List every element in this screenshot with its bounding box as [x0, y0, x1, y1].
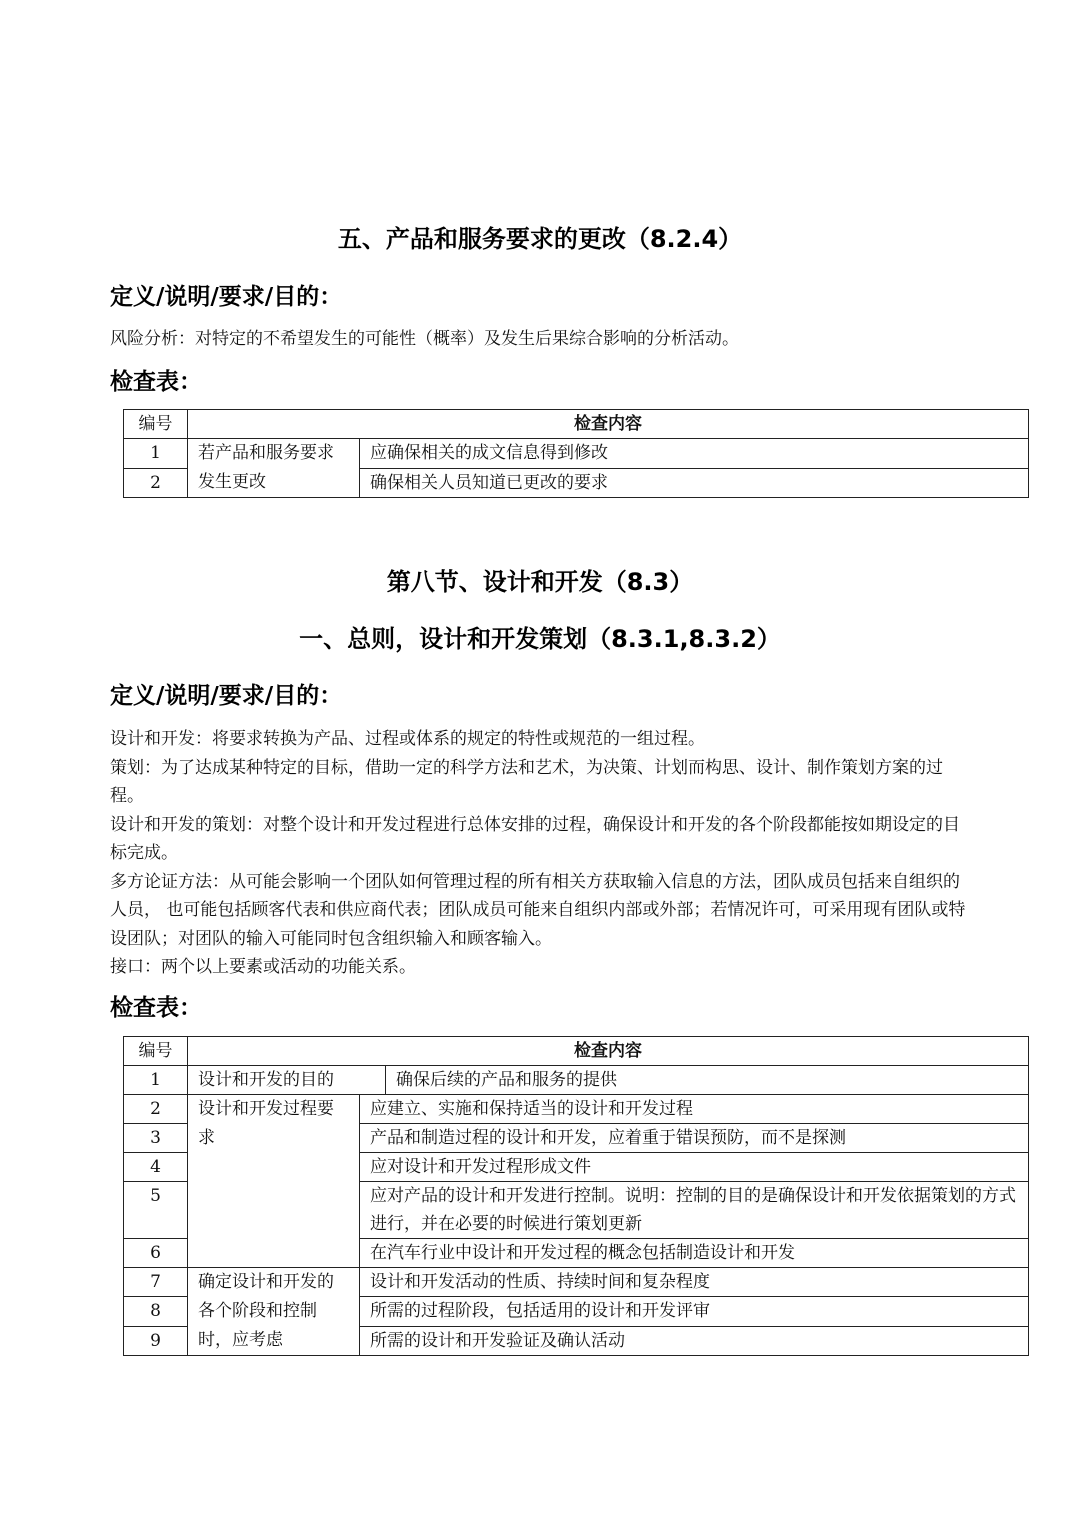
definition-heading: 定义/说明/要求/目的： [110, 284, 343, 310]
table-row [124, 439, 1029, 469]
row-item: 应对产品的设计和开发进行控制。说明：控制的目的是确保设计和开发依据策划的方式进行，并在必要的时候进行策划更新 [360, 1182, 1029, 1239]
row-group-label: 设计和开发过程要求 [188, 1095, 360, 1268]
table-row [124, 1268, 1029, 1297]
definition-text [110, 325, 980, 354]
row-number: 9 [124, 1326, 188, 1355]
col-header-number: 编号 [124, 1037, 188, 1066]
definition-paragraph: 风险分析：对特定的不希望发生的可能性（概率）及发生后果综合影响的分析活动。 [110, 329, 739, 349]
row-item: 应建立、实施和保持适当的设计和开发过程 [360, 1095, 1029, 1124]
row-number: 1 [124, 439, 188, 469]
row-number: 1 [124, 1066, 188, 1095]
row-split-cell [188, 1066, 1029, 1095]
definition-paragraph: 设计和开发：将要求转换为产品、过程或体系的规定的特性或规范的一组过程。 [110, 729, 705, 749]
col-header-content: 检查内容 [188, 1037, 1029, 1066]
row-item: 应确保相关的成文信息得到修改 [360, 439, 1029, 469]
row-number: 6 [124, 1239, 188, 1268]
definition-paragraph: 策划：为了达成某种特定的目标，借助一定的科学方法和艺术，为决策、计划而构思、设计、制作策划方案的过程。 [110, 757, 943, 806]
row-group-label: 若产品和服务要求发生更改 [188, 439, 360, 498]
row-item: 所需的设计和开发验证及确认活动 [360, 1326, 1029, 1355]
row-number: 5 [124, 1182, 188, 1239]
col-header-content: 检查内容 [188, 410, 1029, 439]
row-item: 确保相关人员知道已更改的要求 [360, 468, 1029, 498]
definition-paragraph: 设计和开发的策划：对整个设计和开发过程进行总体安排的过程，确保设计和开发的各个阶段都能按如期设定的目标完成。 [110, 814, 960, 863]
table-row [124, 1095, 1029, 1124]
table-header-row [124, 1037, 1029, 1066]
checklist-heading: 检查表： [110, 369, 202, 395]
row-number: 3 [124, 1124, 188, 1153]
definition-paragraph: 多方论证方法：从可能会影响一个团队如何管理过程的所有相关方获取输入信息的方法，团队成员包括来自组织的人员， 也可能包括顾客代表和供应商代表；团队成员可能来自组织内部或外部；若情况许可，可采用现有团队或特设团队；对团队的输入可能同时包含组织输入和顾客输入。 [110, 871, 966, 949]
row-group-label: 设计和开发的目的 [188, 1066, 386, 1094]
checklist-heading: 检查表： [110, 995, 202, 1021]
row-item: 所需的过程阶段，包括适用的设计和开发评审 [360, 1297, 1029, 1326]
checklist-table [123, 409, 1029, 498]
section-title: 五、产品和服务要求的更改（8.2.4） [337, 225, 743, 253]
definition-paragraph: 接口：两个以上要素或活动的功能关系。 [110, 957, 416, 977]
row-item: 确保后续的产品和服务的提供 [396, 1070, 617, 1090]
row-item: 产品和制造过程的设计和开发，应着重于错误预防，而不是探测 [360, 1124, 1029, 1153]
row-number: 8 [124, 1297, 188, 1326]
section-title: 一、总则，设计和开发策划（8.3.1,8.3.2） [299, 625, 781, 653]
definition-text [110, 725, 972, 982]
table-header-row [124, 410, 1029, 439]
definition-heading: 定义/说明/要求/目的： [110, 683, 343, 709]
row-item: 在汽车行业中设计和开发过程的概念包括制造设计和开发 [360, 1239, 1029, 1268]
row-number: 2 [124, 468, 188, 498]
checklist-table [123, 1036, 1029, 1356]
row-item: 应对设计和开发过程形成文件 [360, 1153, 1029, 1182]
row-number: 4 [124, 1153, 188, 1182]
row-item: 设计和开发活动的性质、持续时间和复杂程度 [360, 1268, 1029, 1297]
chapter-title: 第八节、设计和开发（8.3） [386, 568, 694, 596]
row-number: 2 [124, 1095, 188, 1124]
row-group-label: 确定设计和开发的各个阶段和控制时，应考虑 [188, 1268, 360, 1356]
table-row [124, 1066, 1029, 1095]
col-header-number: 编号 [124, 410, 188, 439]
row-number: 7 [124, 1268, 188, 1297]
